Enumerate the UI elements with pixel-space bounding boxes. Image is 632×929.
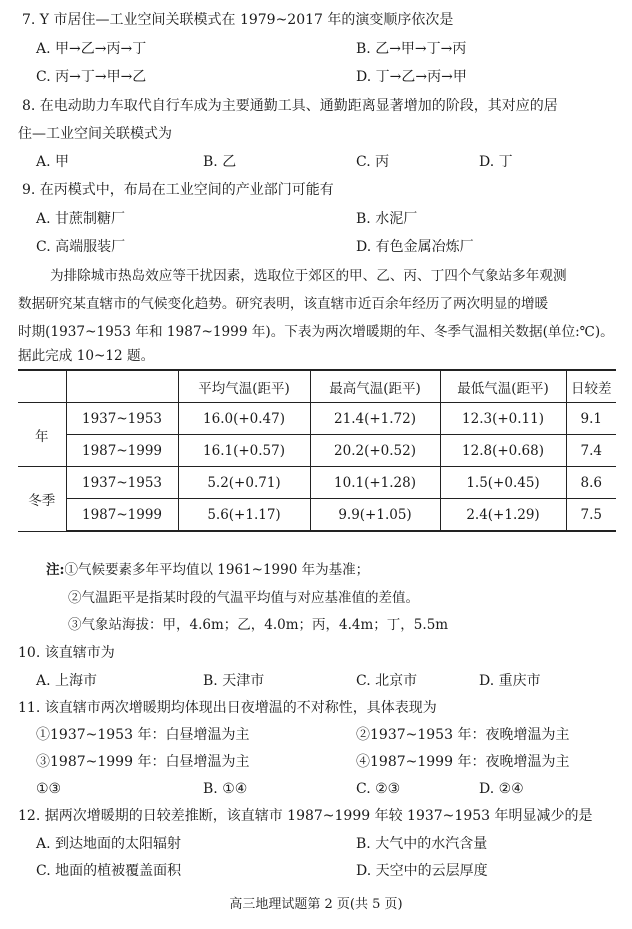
- table-cell: 1987~1999: [66, 435, 178, 467]
- table-cell: 21.4(+1.72): [310, 403, 440, 435]
- q12-option-a: A. 到达地面的太阳辐射: [36, 836, 182, 852]
- table-cell: 12.8(+0.68): [440, 435, 566, 467]
- q8-option-c: C. 丙: [356, 154, 390, 170]
- q8-option-d: D. 丁: [479, 154, 513, 170]
- table-cell: 1.5(+0.45): [440, 467, 566, 499]
- q9-option-c: C. 高端服装厂: [36, 239, 126, 255]
- q11-statement-3: ③1987~1999 年：白昼增温为主: [36, 754, 250, 770]
- table-cell: 20.2(+0.52): [310, 435, 440, 467]
- q8-option-a: A. 甲: [36, 154, 70, 170]
- q11-option-c: C. ②③: [356, 781, 401, 797]
- table-cell: 9.9(+1.05): [310, 499, 440, 532]
- table-header-cell: [18, 370, 66, 403]
- q10-option-c: C. 北京市: [356, 673, 418, 689]
- table-cell: 7.5: [566, 499, 616, 532]
- q11-stem: 11. 该直辖市两次增暖期均体现出日夜增温的不对称性，具体表现为: [18, 700, 437, 716]
- q8-stem-line2: 住—工业空间关联模式为: [18, 126, 172, 142]
- q10-option-b: B. 天津市: [203, 673, 265, 689]
- q11-option-b: B. ①④: [203, 781, 248, 797]
- note-1: [46, 560, 369, 580]
- q10-stem: 10. 该直辖市为: [18, 645, 115, 661]
- temperature-table: [18, 369, 616, 532]
- table-cell: 2.4(+1.29): [440, 499, 566, 532]
- table-header-cell: 平均气温(距平): [178, 370, 310, 403]
- q12-option-b: B. 大气中的水汽含量: [356, 836, 488, 852]
- table-cell: 16.0(+0.47): [178, 403, 310, 435]
- q11-option-d: D. ②④: [479, 781, 524, 797]
- table-cell: 1937~1953: [66, 467, 178, 499]
- q7-stem: 7. Y 市居住—工业空间关联模式在 1979~2017 年的演变顺序依次是: [22, 12, 454, 28]
- q7-option-a: A. 甲→乙→丙→丁: [36, 41, 147, 57]
- table-cell: 5.6(+1.17): [178, 499, 310, 532]
- q7-option-d: D. 丁→乙→丙→甲: [356, 69, 467, 85]
- table-cell: 5.2(+0.71): [178, 467, 310, 499]
- group-label-winter: 冬季: [18, 467, 66, 532]
- intro-line-1: 为排除城市热岛效应等干扰因素，选取位于郊区的甲、乙、丙、丁四个气象站多年观测: [50, 268, 567, 284]
- q12-option-c: C. 地面的植被覆盖面积: [36, 863, 182, 879]
- table-header-cell: 日较差: [566, 370, 616, 403]
- note-3: ③气象站海拔：甲，4.6m；乙，4.0m；丙，4.4m；丁，5.5m: [68, 617, 449, 633]
- q7-option-b: B. 乙→甲→丁→丙: [356, 41, 467, 57]
- q12-stem: 12. 据两次增暖期的日较差推断，该直辖市 1987~1999 年较 1937~1953 年明显减少的是: [18, 808, 593, 824]
- q11-statement-1: ①1937~1953 年：白昼增温为主: [36, 727, 250, 743]
- q12-option-d: D. 天空中的云层厚度: [356, 863, 488, 879]
- q10-option-d: D. 重庆市: [479, 673, 541, 689]
- table-header-cell: 最高气温(距平): [310, 370, 440, 403]
- intro-line-4: 据此完成 10~12 题。: [18, 348, 155, 364]
- table-cell: 8.6: [566, 467, 616, 499]
- page-footer: 高三地理试题第 2 页(共 5 页): [229, 897, 403, 912]
- q8-stem-line1: 8. 在电动助力车取代自行车成为主要通勤工具、通勤距离显著增加的阶段，其对应的居: [22, 98, 558, 114]
- q9-option-b: B. 水泥厂: [356, 211, 418, 227]
- table-header-row: [18, 370, 616, 403]
- table-cell: 10.1(+1.28): [310, 467, 440, 499]
- table-cell: 1987~1999: [66, 499, 178, 532]
- table-cell: 16.1(+0.57): [178, 435, 310, 467]
- q10-option-a: A. 上海市: [36, 673, 98, 689]
- group-label-year: 年: [18, 403, 66, 467]
- q8-option-b: B. 乙: [203, 154, 237, 170]
- q9-option-a: A. 甘蔗制糖厂: [36, 211, 126, 227]
- q9-stem: 9. 在丙模式中，布局在工业空间的产业部门可能有: [22, 182, 334, 198]
- table-row: [18, 499, 616, 532]
- q7-option-c: C. 丙→丁→甲→乙: [36, 69, 147, 85]
- table-row: [18, 403, 616, 435]
- note-1-text: ①气候要素多年平均值以 1961~1990 年为基准；: [64, 562, 370, 578]
- table-cell: 12.3(+0.11): [440, 403, 566, 435]
- table-cell: 1937~1953: [66, 403, 178, 435]
- q11-statement-2: ②1937~1953 年：夜晚增温为主: [356, 727, 570, 743]
- q11-option-a: ①③: [36, 781, 62, 797]
- table-row: [18, 467, 616, 499]
- q9-option-d: D. 有色金属冶炼厂: [356, 239, 474, 255]
- table-cell: 7.4: [566, 435, 616, 467]
- note-2: ②气温距平是指某时段的气温平均值与对应基准值的差值。: [68, 590, 419, 606]
- intro-line-3: 时期(1937~1953 年和 1987~1999 年)。下表为两次增暖期的年、冬季气温相关数据(单位:℃)。: [18, 324, 614, 340]
- intro-line-2: 数据研究某直辖市的气候变化趋势。研究表明，该直辖市近百余年经历了两次明显的增暖: [18, 296, 549, 312]
- note-label: 注:: [46, 562, 65, 578]
- table-cell: 9.1: [566, 403, 616, 435]
- table-header-cell: 最低气温(距平): [440, 370, 566, 403]
- q11-statement-4: ④1987~1999 年：夜晚增温为主: [356, 754, 570, 770]
- table-row: [18, 435, 616, 467]
- table-header-cell: [66, 370, 178, 403]
